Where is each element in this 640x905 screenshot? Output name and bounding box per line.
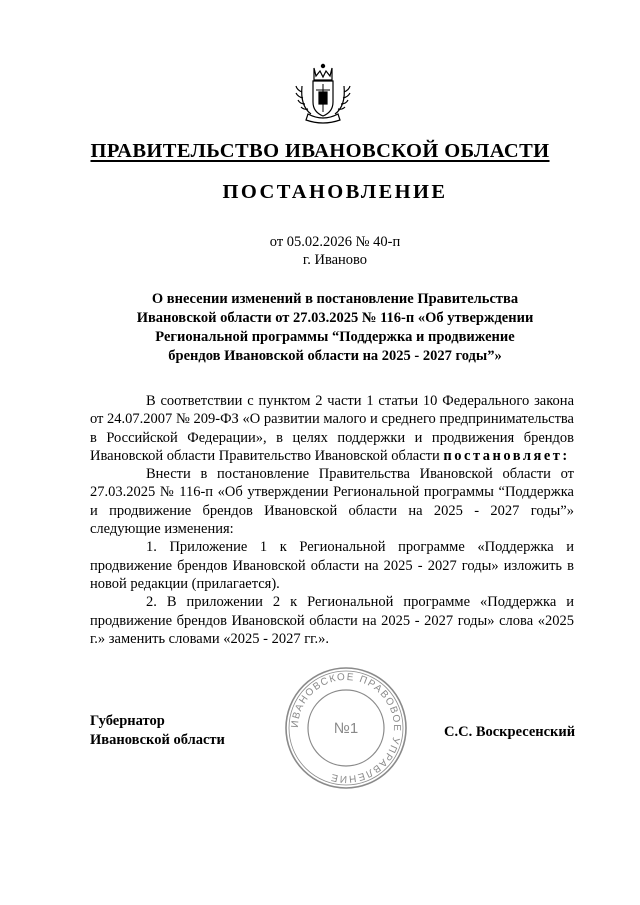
stamp-number: №1 bbox=[333, 720, 359, 737]
coat-of-arms-icon bbox=[292, 62, 354, 126]
signer-name: С.С. Воскресенский bbox=[444, 724, 576, 740]
date-number: от 05.02.2026 № 40-п bbox=[269, 234, 401, 250]
resolves-word: постановляет: bbox=[443, 447, 570, 464]
signer-position bbox=[90, 712, 225, 750]
government-title: ПРАВИТЕЛЬСТВО ИВАНОВСКОЙ ОБЛАСТИ bbox=[90, 140, 550, 162]
paragraph-amend: Внести в постановление Правительства Ивановской области от 27.03.2025 № 116-п «Об утверждении Региональной программы “Поддержка и продвижение брендов Ивановской области на 2025 - 2027 годы”» следующие изменения: bbox=[90, 466, 574, 538]
subject-line: брендов Ивановской области на 2025 - 2027 годы”» bbox=[168, 348, 502, 364]
subject-line: Региональной программы “Поддержка и продвижение bbox=[155, 329, 515, 345]
document-body bbox=[90, 392, 574, 648]
signer-position-line1: Губернатор bbox=[90, 713, 165, 729]
subject-line: Ивановской области от 27.03.2025 № 116-п «Об утверждении bbox=[136, 310, 534, 326]
subject-line: О внесении изменений в постановление Правительства bbox=[151, 291, 519, 307]
city: г. Иваново bbox=[302, 252, 368, 268]
document-type: ПОСТАНОВЛЕНИЕ bbox=[222, 181, 448, 203]
document-subject bbox=[90, 290, 580, 366]
paragraph-item-1: 1. Приложение 1 к Региональной программе «Поддержка и продвижение брендов Ивановской области на 2025 - 2027 годы» изложить в новой редакции (прилагается). bbox=[90, 539, 574, 592]
paragraph-preamble bbox=[90, 392, 574, 465]
paragraph-item-2: 2. В приложении 2 к Региональной программе «Поддержка и продвижение брендов Ивановской области на 2025 - 2027 годы» слова «2025 г.» заменить словами «2025 - 2027 гг.». bbox=[90, 594, 574, 647]
official-stamp bbox=[282, 664, 410, 792]
signer-position-line2: Ивановской области bbox=[90, 732, 225, 748]
document-meta bbox=[0, 233, 640, 269]
stamp-ring-text: ИВАНОВСКОЕ ПРАВОВОЕ УПРАВЛЕНИЕ bbox=[289, 671, 403, 785]
preamble-text: В соответствии с пунктом 2 части 1 статьи 10 Федерального закона от 24.07.2007 № 209-ФЗ «О развитии малого и среднего предпринимательства в Российской Федерации», в целях поддержки и продвижения брендов Ивановской области Правительство Ивановской области bbox=[90, 393, 574, 464]
